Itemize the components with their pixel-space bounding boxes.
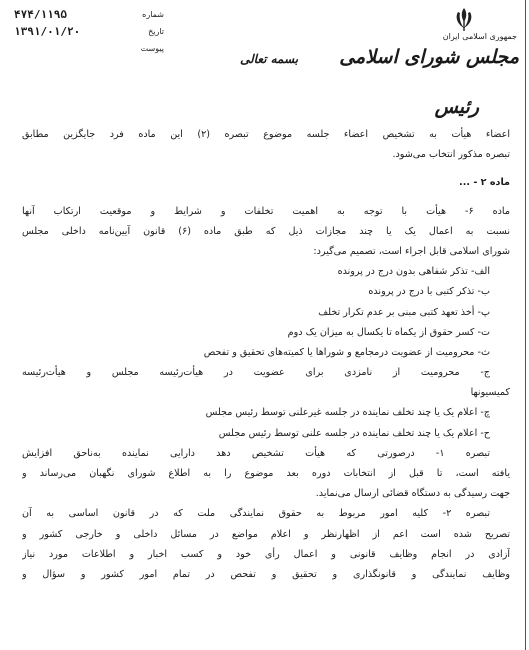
body-line: جهت رسیدگی به دستگاه قضائی ارسال می‌نماید.	[315, 488, 510, 500]
meta-number-row	[14, 6, 164, 23]
institution-title: مجلس شورای اسلامی	[339, 46, 519, 68]
body-line: اعضاء هیأت به تشخیص اعضاء جلسه موضوع تبصره (۲) این ماده فرد جایگزین مطابق	[22, 129, 510, 140]
letter-meta	[14, 6, 164, 57]
list-item: چ- اعلام یک یا چند تخلف نماینده در جلسه غیرعلنی توسط رئیس مجلس	[205, 407, 490, 419]
list-item-continuation: کمیسیونها	[470, 387, 510, 399]
list-item: پ- أخذ تعهد کتبی مبنی بر عدم تکرار تخلف	[318, 306, 490, 318]
letter-body	[22, 125, 510, 585]
number-value: ۴۷۴/۱۱۹۵	[14, 8, 67, 21]
body-line: شورای اسلامی قابل اجراء است، تصمیم می‌گیرد:	[313, 245, 510, 257]
number-label: شماره	[142, 10, 164, 19]
republic-title: جمهوری اسلامی ایران	[442, 32, 517, 41]
body-line: تبصره مذکور انتخاب می‌شود.	[392, 149, 510, 161]
bismillah-heading: بسمه تعالی	[240, 52, 299, 66]
article-heading: ماده ۲ - ...	[459, 177, 510, 189]
note-line: تبصره ۱- درصورتی که هیأت تشخیص دهد دارایی نماینده به‌ناحق افزایش	[22, 447, 490, 459]
attachment-label: پیوست	[140, 44, 164, 53]
list-item: ب- تذکر کتبی با درج در پرونده	[368, 286, 490, 298]
office-title: رئیس	[434, 96, 479, 118]
page-edge-line	[525, 0, 526, 650]
note-line: تبصره ۲- کلیه امور مربوط به حقوق نمایندگی ملت که در قانون اساسی به آن	[22, 508, 490, 520]
list-item: ح- اعلام یک یا چند تخلف نماینده در جلسه علنی توسط رئیس مجلس	[218, 427, 490, 439]
body-line: یافته است، تا قبل از انتخابات دوره بعد موضوع را به اطلاع شورای نگهبان می‌رساند و	[22, 468, 510, 479]
meta-date-row	[14, 23, 164, 40]
body-line: تصریح شده است اعم از اظهارنظر و اعلام مواضع در مسائل داخلی و خارجی کشور و	[22, 528, 510, 540]
body-line: ماده ۶- هیأت با توجه به اهمیت تخلفات و شرایط و موقعیت ارتکاب آنها	[22, 205, 510, 217]
list-item: ث- محرومیت از عضویت درمجامع و شوراها یا کمیته‌های تحقیق و تفحص	[203, 346, 490, 358]
meta-attachment-row	[14, 40, 164, 57]
list-item: ج- محرومیت از نامزدی برای عضویت در هیأت‌رئیسه مجلس و هیأت‌رئیسه	[22, 367, 490, 379]
date-label: تاریخ	[148, 27, 164, 36]
date-value: ۱۳۹۱/۰۱/۲۰	[14, 25, 81, 38]
list-item: ت- کسر حقوق از یکماه تا یکسال به میزان یک دوم	[287, 326, 490, 338]
body-line: آزادی در انجام وظایف قانونی و اعمال رأی خود و کسب اخبار و اطلاعات مورد نیاز	[22, 548, 510, 560]
body-line: وظایف نمایندگی و قانونگذاری و تحقیق و تفحص در تمام امور کشور و سؤال و	[22, 568, 510, 580]
iran-emblem-icon	[452, 6, 476, 32]
list-item: الف- تذکر شفاهی بدون درج در پرونده	[337, 266, 490, 278]
body-line: نسبت به اعمال یک یا چند مجازات ذیل که طبق ماده (۶) قانون آیین‌نامه داخلی مجلس	[22, 225, 510, 237]
